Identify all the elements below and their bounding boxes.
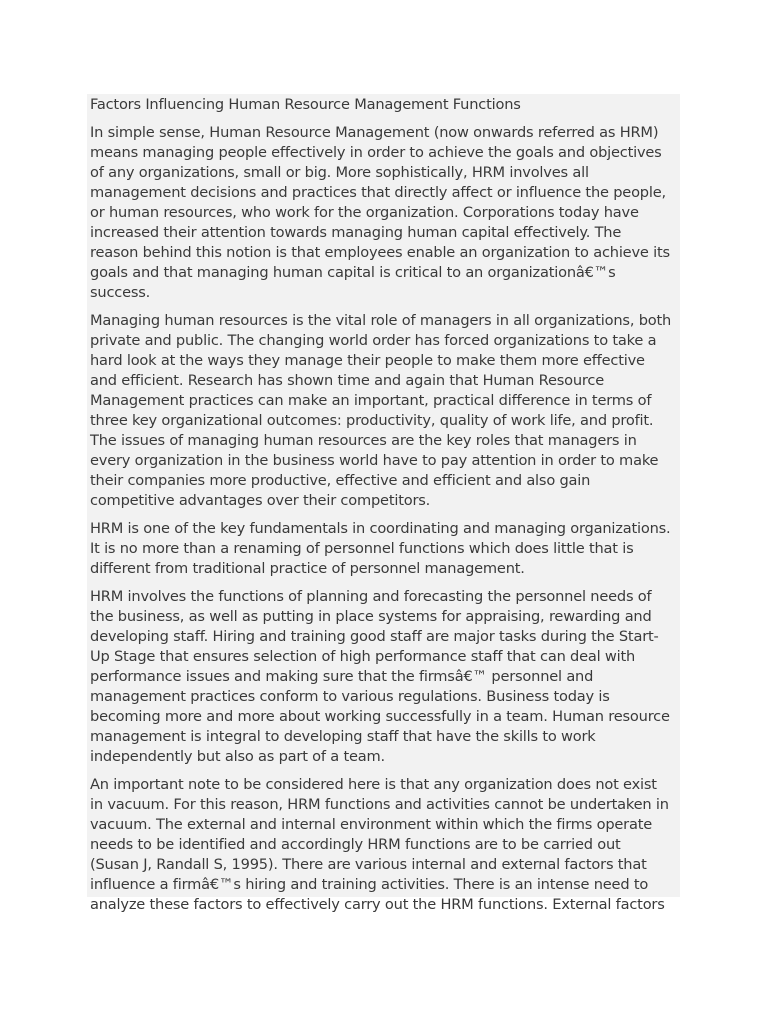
paragraph-line: An important note to be considered here is that any organization does not exist [90,776,657,793]
paragraph-line: (Susan J, Randall S, 1995). There are various internal and external factors that [90,856,647,873]
paragraph-line: HRM involves the functions of planning and forecasting the personnel needs of [90,588,652,605]
paragraph-line: Up Stage that ensures selection of high performance staff that can deal with [90,648,636,665]
paragraph-line: management decisions and practices that directly affect or influence the people, [90,184,666,201]
paragraph-line: goals and that managing human capital is critical to an organizationâ€™s [90,264,616,281]
paragraph-line: analyze these factors to effectively carry out the HRM functions. External factors [90,896,665,913]
paragraph-line: developing staff. Hiring and training good staff are major tasks during the Start- [90,628,659,645]
paragraph-line: increased their attention towards managing human capital effectively. The [90,224,622,241]
paragraph-line: every organization in the business world have to pay attention in order to make [90,452,659,469]
paragraph-line: Management practices can make an important, practical difference in terms of [90,392,652,409]
paragraph-line: influence a firmâ€™s hiring and training activities. There is an intense need to [90,876,649,893]
document-body [90,123,680,915]
paragraph-line: vacuum. The external and internal environment within which the firms operate [90,816,653,833]
paragraph-line: and efficient. Research has shown time and again that Human Resource [90,372,604,389]
paragraph-line: It is no more than a renaming of personnel functions which does little that is [90,540,634,557]
document-page [87,94,680,913]
paragraph-line: needs to be identified and accordingly HRM functions are to be carried out [90,836,621,853]
paragraph-line: or human resources, who work for the organization. Corporations today have [90,204,639,221]
paragraph-line: the business, as well as putting in place systems for appraising, rewarding and [90,608,652,625]
paragraph-line: different from traditional practice of personnel management. [90,560,525,577]
paragraph-line: means managing people effectively in order to achieve the goals and objectives [90,144,662,161]
paragraph [90,587,680,767]
paragraph-line: three key organizational outcomes: productivity, quality of work life, and profit. [90,412,654,429]
paragraph-line: their companies more productive, effective and efficient and also gain [90,472,591,489]
paragraph [90,123,680,303]
paragraph [90,519,680,579]
paragraph-line: becoming more and more about working successfully in a team. Human resource [90,708,670,725]
paragraph-line: independently but also as part of a team. [90,748,385,765]
paragraph-line: In simple sense, Human Resource Management (now onwards referred as HRM) [90,124,659,141]
paragraph [90,775,680,915]
document-title: Factors Influencing Human Resource Management Functions [90,96,521,113]
paragraph-line: management practices conform to various regulations. Business today is [90,688,610,705]
paragraph-line: The issues of managing human resources are the key roles that managers in [90,432,637,449]
paragraph-line: management is integral to developing staff that have the skills to work [90,728,596,745]
paragraph-line: Managing human resources is the vital role of managers in all organizations, both [90,312,672,329]
paragraph-line: reason behind this notion is that employees enable an organization to achieve its [90,244,670,261]
paragraph-line: of any organizations, small or big. More sophistically, HRM involves all [90,164,589,181]
paragraph-line: private and public. The changing world order has forced organizations to take a [90,332,657,349]
paragraph-line: hard look at the ways they manage their people to make them more effective [90,352,645,369]
paragraph-line: HRM is one of the key fundamentals in coordinating and managing organizations. [90,520,671,537]
paragraph-line: success. [90,284,151,301]
paragraph [90,311,680,511]
paragraph-line: in vacuum. For this reason, HRM functions and activities cannot be undertaken in [90,796,669,813]
paragraph-line: competitive advantages over their competitors. [90,492,431,509]
paragraph-line: performance issues and making sure that the firmsâ€™ personnel and [90,668,594,685]
